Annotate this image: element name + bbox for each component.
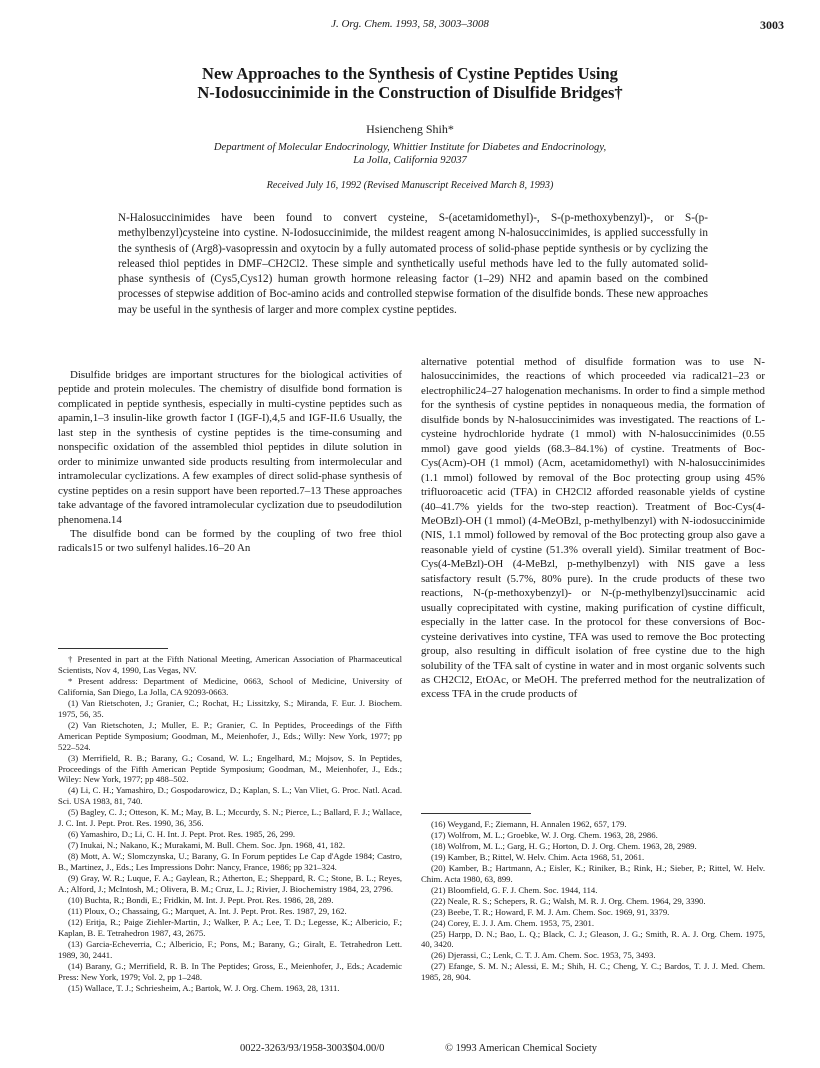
footnotes-right <box>421 819 765 983</box>
footnote-entry: (8) Mott, A. W.; Slomczynska, U.; Barany, G. In Forum peptides Le Cap d'Agde 1984; Castro, B., Martinez, J., Eds.; Les Impressions Dohr: Nancy, France, 1986; pp 321–324. <box>58 851 402 873</box>
footnote-entry: (19) Kamber, B.; Rittel, W. Helv. Chim. Acta 1968, 51, 2061. <box>431 851 645 862</box>
author-name: Hsiencheng Shih* <box>366 122 454 136</box>
footnote-entry: (20) Kamber, B.; Hartmann, A.; Eisler, K.; Riniker, B.; Rink, H.; Sieber, P.; Rittel, W. Helv. Chim. Acta 1980, 63, 899. <box>421 862 765 884</box>
title-line-2: N-Iodosuccinimide in the Construction of Disulfide Bridges† <box>197 83 623 102</box>
copyright-notice: © 1993 American Chemical Society <box>445 1043 598 1054</box>
footnote-separator <box>421 813 531 814</box>
footnote-entry: (3) Merrifield, R. B.; Barany, G.; Cosand, W. L.; Engelhard, M.; Mojsov, S. In Peptides, Proceedings of the Fifth American Peptide Symposium; Goodman, M., Meienhofer, J., Eds.; Wiley: New York, 1977; pp 488–502. <box>58 752 402 785</box>
footnote-entry: (12) Eritja, R.; Paige Ziehler-Martin, J.; Walker, P. A.; Lee, T. D.; Legesse, K.; Albericio, F.; Kaplan, B. E. Tetrahedron 1987, 43, 2675. <box>58 916 402 938</box>
footnote-entry: (24) Corey, E. J. J. Am. Chem. 1953, 75, 2301. <box>431 917 595 928</box>
received-dates: Received July 16, 1992 (Revised Manuscript Received March 8, 1993) <box>266 180 554 191</box>
footnote-entry: (23) Beebe, T. R.; Howard, F. M. J. Am. Chem. Soc. 1969, 91, 3379. <box>431 906 670 917</box>
footnote-entry: (26) Djerassi, C.; Lenk, C. T. J. Am. Chem. Soc. 1953, 75, 3493. <box>431 950 656 961</box>
footnote-entry: (22) Neale, R. S.; Schepers, R. G.; Walsh, M. R. J. Org. Chem. 1964, 29, 3390. <box>431 895 706 906</box>
footnote-entry: (13) Garcia-Echeverria, C.; Albericio, F.; Pons, M.; Barany, G.; Giralt, E. Tetrahedron Lett. 1989, 30, 2441. <box>58 938 402 960</box>
footnote-entry: (25) Harpp, D. N.; Bao, L. Q.; Black, C. J.; Gleason, J. G.; Smith, R. A. J. Org. Chem. 1975, 40, 3420. <box>421 928 765 950</box>
footnote-entry: (14) Barany, G.; Merrifield, R. B. In The Peptides; Gross, E., Meienhofer, J., Eds.; Academic Press: New York, 1979; Vol. 2, pp 1–248. <box>58 960 402 982</box>
affiliation-line-2: La Jolla, California 92037 <box>353 155 467 166</box>
body-paragraph: alternative potential method of disulfide formation was to use N-halosuccinimides, the reactions of which proceeded via radical21–23 or electrophilic24–27 halogenation mechanisms. In order to find a simple method for the synthesis of cystine peptides in nonaqueous media, the formation of disulfide bonds by N-halosuccinimides was investigated. The reactions of L-cysteine hydrochloride hydrate (1 mmol) with N-halosuccinimides (0.55 mmol) gave good yields (68.3–84.1%) of cystine. Treatments of Boc-Cys(Acm)-OH (1 mmol) (Acm, acetamidomethyl) with N-halosuccinimides (1.1 mmol) followed by removal of the Boc protecting group using 45% trifluoroacetic acid (TFA) in CH2Cl2 afforded reasonable yields of cystine (40–41.7% yields for the two-step reaction). Treatment of Boc-Cys(4-MeOBzl)-OH (1 mmol) (4-MeOBzl, p-methylbenzyl) with N-iodosuccinimide (NIS, 1.1 mmol) followed by removal of the Boc protecting group also gave a reasonable yield of cystine (51.3% overall yield). Similar treatment of Boc-Cys(4-MeBzl)-OH (4-MeBzl, p-methylbenzyl) with NIS gave a less satisfactory result (5.7%, 80% pure). In the crude products of these two reactions, N-(p-methoxybenzyl)- or N-(p-methylbenzyl)succinamic acid usually coprecipitated with cystine, making purification of cystine difficult, especially in the latter case. In the protocol for these conversions of Boc-cysteine derivatives into cystine, TFA was used to remove the Boc protecting group, also resulting in difficult isolation of free cystine due to the high solubility of the TFA salt of cystine in water and in most organic solvents such as CH2Cl2, EtOAc, or MeOH. The preferred method for the neutralization of excess TFA in the crude products of <box>421 356 765 701</box>
footnote-entry: (21) Bloomfield, G. F. J. Chem. Soc. 1944, 114. <box>431 884 598 895</box>
footnote-entry: (18) Wolfrom, M. L.; Garg, H. G.; Horton, D. J. Org. Chem. 1963, 28, 2989. <box>431 840 697 851</box>
footnote-entry: * Present address: Department of Medicine, 0663, School of Medicine, University of California, San Diego, La Jolla, CA 92093-0663. <box>58 675 402 697</box>
affiliation-line-1: Department of Molecular Endocrinology, Whittier Institute for Diabetes and Endocrinology, <box>213 142 607 153</box>
article-code: 0022-3263/93/1958-3003$04.00/0 <box>240 1043 385 1054</box>
footnote-entry: (15) Wallace, T. J.; Schriesheim, A.; Bartok, W. J. Org. Chem. 1963, 28, 1311. <box>68 982 340 993</box>
footnote-entry: (4) Li, C. H.; Yamashiro, D.; Gospodarowicz, D.; Kaplan, S. L.; Van Vliet, G. Proc. Natl. Acad. Sci. USA 1983, 81, 740. <box>58 785 402 807</box>
page-number: 3003 <box>760 18 784 32</box>
footnote-entry: (9) Gray, W. R.; Luque, F. A.; Gaylean, R.; Atherton, E.; Sheppard, R. C.; Stone, B. L.; Reyes, A.; Alford, J.; McIntosh, M.; Olivera, B. M.; Cruz, L. J.; Rivier, J. Biochemistry 1984, 23, 2796. <box>58 873 402 895</box>
footnote-entry: (17) Wolfrom, M. L.; Groebke, W. J. Org. Chem. 1963, 28, 2986. <box>431 829 658 840</box>
footnote-entry: (27) Efange, S. M. N.; Alessi, E. M.; Shih, H. C.; Cheng, Y. C.; Bardos, T. J. J. Med. Chem. 1985, 28, 904. <box>421 961 765 983</box>
body-paragraph: The disulfide bond can be formed by the coupling of two free thiol radicals15 or two sulfenyl halides.16–20 An <box>58 527 402 555</box>
footnote-entry: (2) Van Rietschoten, J.; Muller, E. P.; Granier, C. In Peptides, Proceedings of the Fifth American Peptide Symposium; Goodman, M., Meienhofer, J., Eds.; Willy: New York, 1977; pp 522–524. <box>58 719 402 752</box>
article-title <box>80 64 740 102</box>
footnote-entry: † Presented in part at the Fifth National Meeting, American Association of Pharmaceutical Scientists, Nov 4, 1990, Las Vegas, NV. <box>58 654 402 675</box>
footnote-separator <box>58 648 168 649</box>
footnote-entry: (16) Weygand, F.; Ziemann, H. Annalen 1962, 657, 179. <box>431 819 627 829</box>
footnote-entry: (6) Yamashiro, D.; Li, C. H. Int. J. Pept. Prot. Res. 1985, 26, 299. <box>68 829 296 840</box>
title-line-1: New Approaches to the Synthesis of Cystine Peptides Using <box>202 64 618 83</box>
running-header-journal: J. Org. Chem. 1993, 58, 3003–3008 <box>331 18 489 30</box>
body-column-right <box>421 355 765 702</box>
footnotes-left <box>58 654 402 994</box>
footnote-entry: (10) Buchta, R.; Bondi, E.; Fridkin, M. Int. J. Pept. Prot. Res. 1986, 28, 289. <box>68 894 334 905</box>
abstract: N-Halosuccinimides have been found to convert cysteine, S-(acetamidomethyl)-, S-(p-methoxybenzyl)-, or S-(p-methylbenzyl)cysteine into cystine. N-Iodosuccinimide, the mildest reagent among N-halosuccinimides, is applied successfully in the synthesis of (Arg8)-vasopressin and oxytocin by a fully automated process of solid-phase peptide synthesis or by cyclizing the released thiol peptides in DMF–CH2Cl2. These simple and synthetically useful methods have led to the fully automated solid-phase synthesis of (Cys5,Cys12) human growth hormone releasing factor (1–29) NH2 and apamin based on the combined processes of stepwise addition of Boc-amino acids and controlled stepwise formation of the disulfide bonds. These new approaches may be useful in the synthesis of larger and more complex cystine peptides. <box>118 212 708 316</box>
footnote-entry: (5) Bagley, C. J.; Otteson, K. M.; May, B. L.; Mccurdy, S. N.; Pierce, L.; Ballard, F. J.; Wallace, J. C. Int. J. Pept. Prot. Res. 1990, 36, 356. <box>58 807 402 829</box>
author-affiliation <box>100 141 720 167</box>
footnote-entry: (7) Inukai, N.; Nakano, K.; Murakami, M. Bull. Chem. Soc. Jpn. 1968, 41, 182. <box>68 840 346 851</box>
body-column-left <box>58 368 402 556</box>
body-paragraph: Disulfide bridges are important structures for the biological activities of peptide and protein molecules. The chemistry of disulfide bond formation is complicated in peptide synthesis, especially in multi-cystine peptides such as apamin,1–3 insulin-like growth factor I (IGF-I),4,5 and IGF-II.6 Usually, the last step in the synthesis of cystine peptides is the time-consuming and nonspecific oxidation of the assembled thiol peptides in dilute solution in order to minimize unwanted side products resulting from intermolecular and intramolecular cyclizations. A few examples of direct solid-phase synthesis of cystine peptides on a resin support have been reported.7–13 These approaches take advantage of the favored intramolecular cyclization due to pseudodilution phenomena.14 <box>58 369 402 526</box>
footnote-entry: (1) Van Rietschoten, J.; Granier, C.; Rochat, H.; Lissitzky, S.; Miranda, F. Eur. J. Biochem. 1975, 56, 35. <box>58 697 402 719</box>
footnote-entry: (11) Ploux, O.; Chassaing, G.; Marquet, A. Int. J. Pept. Prot. Res. 1987, 29, 162. <box>68 905 347 916</box>
